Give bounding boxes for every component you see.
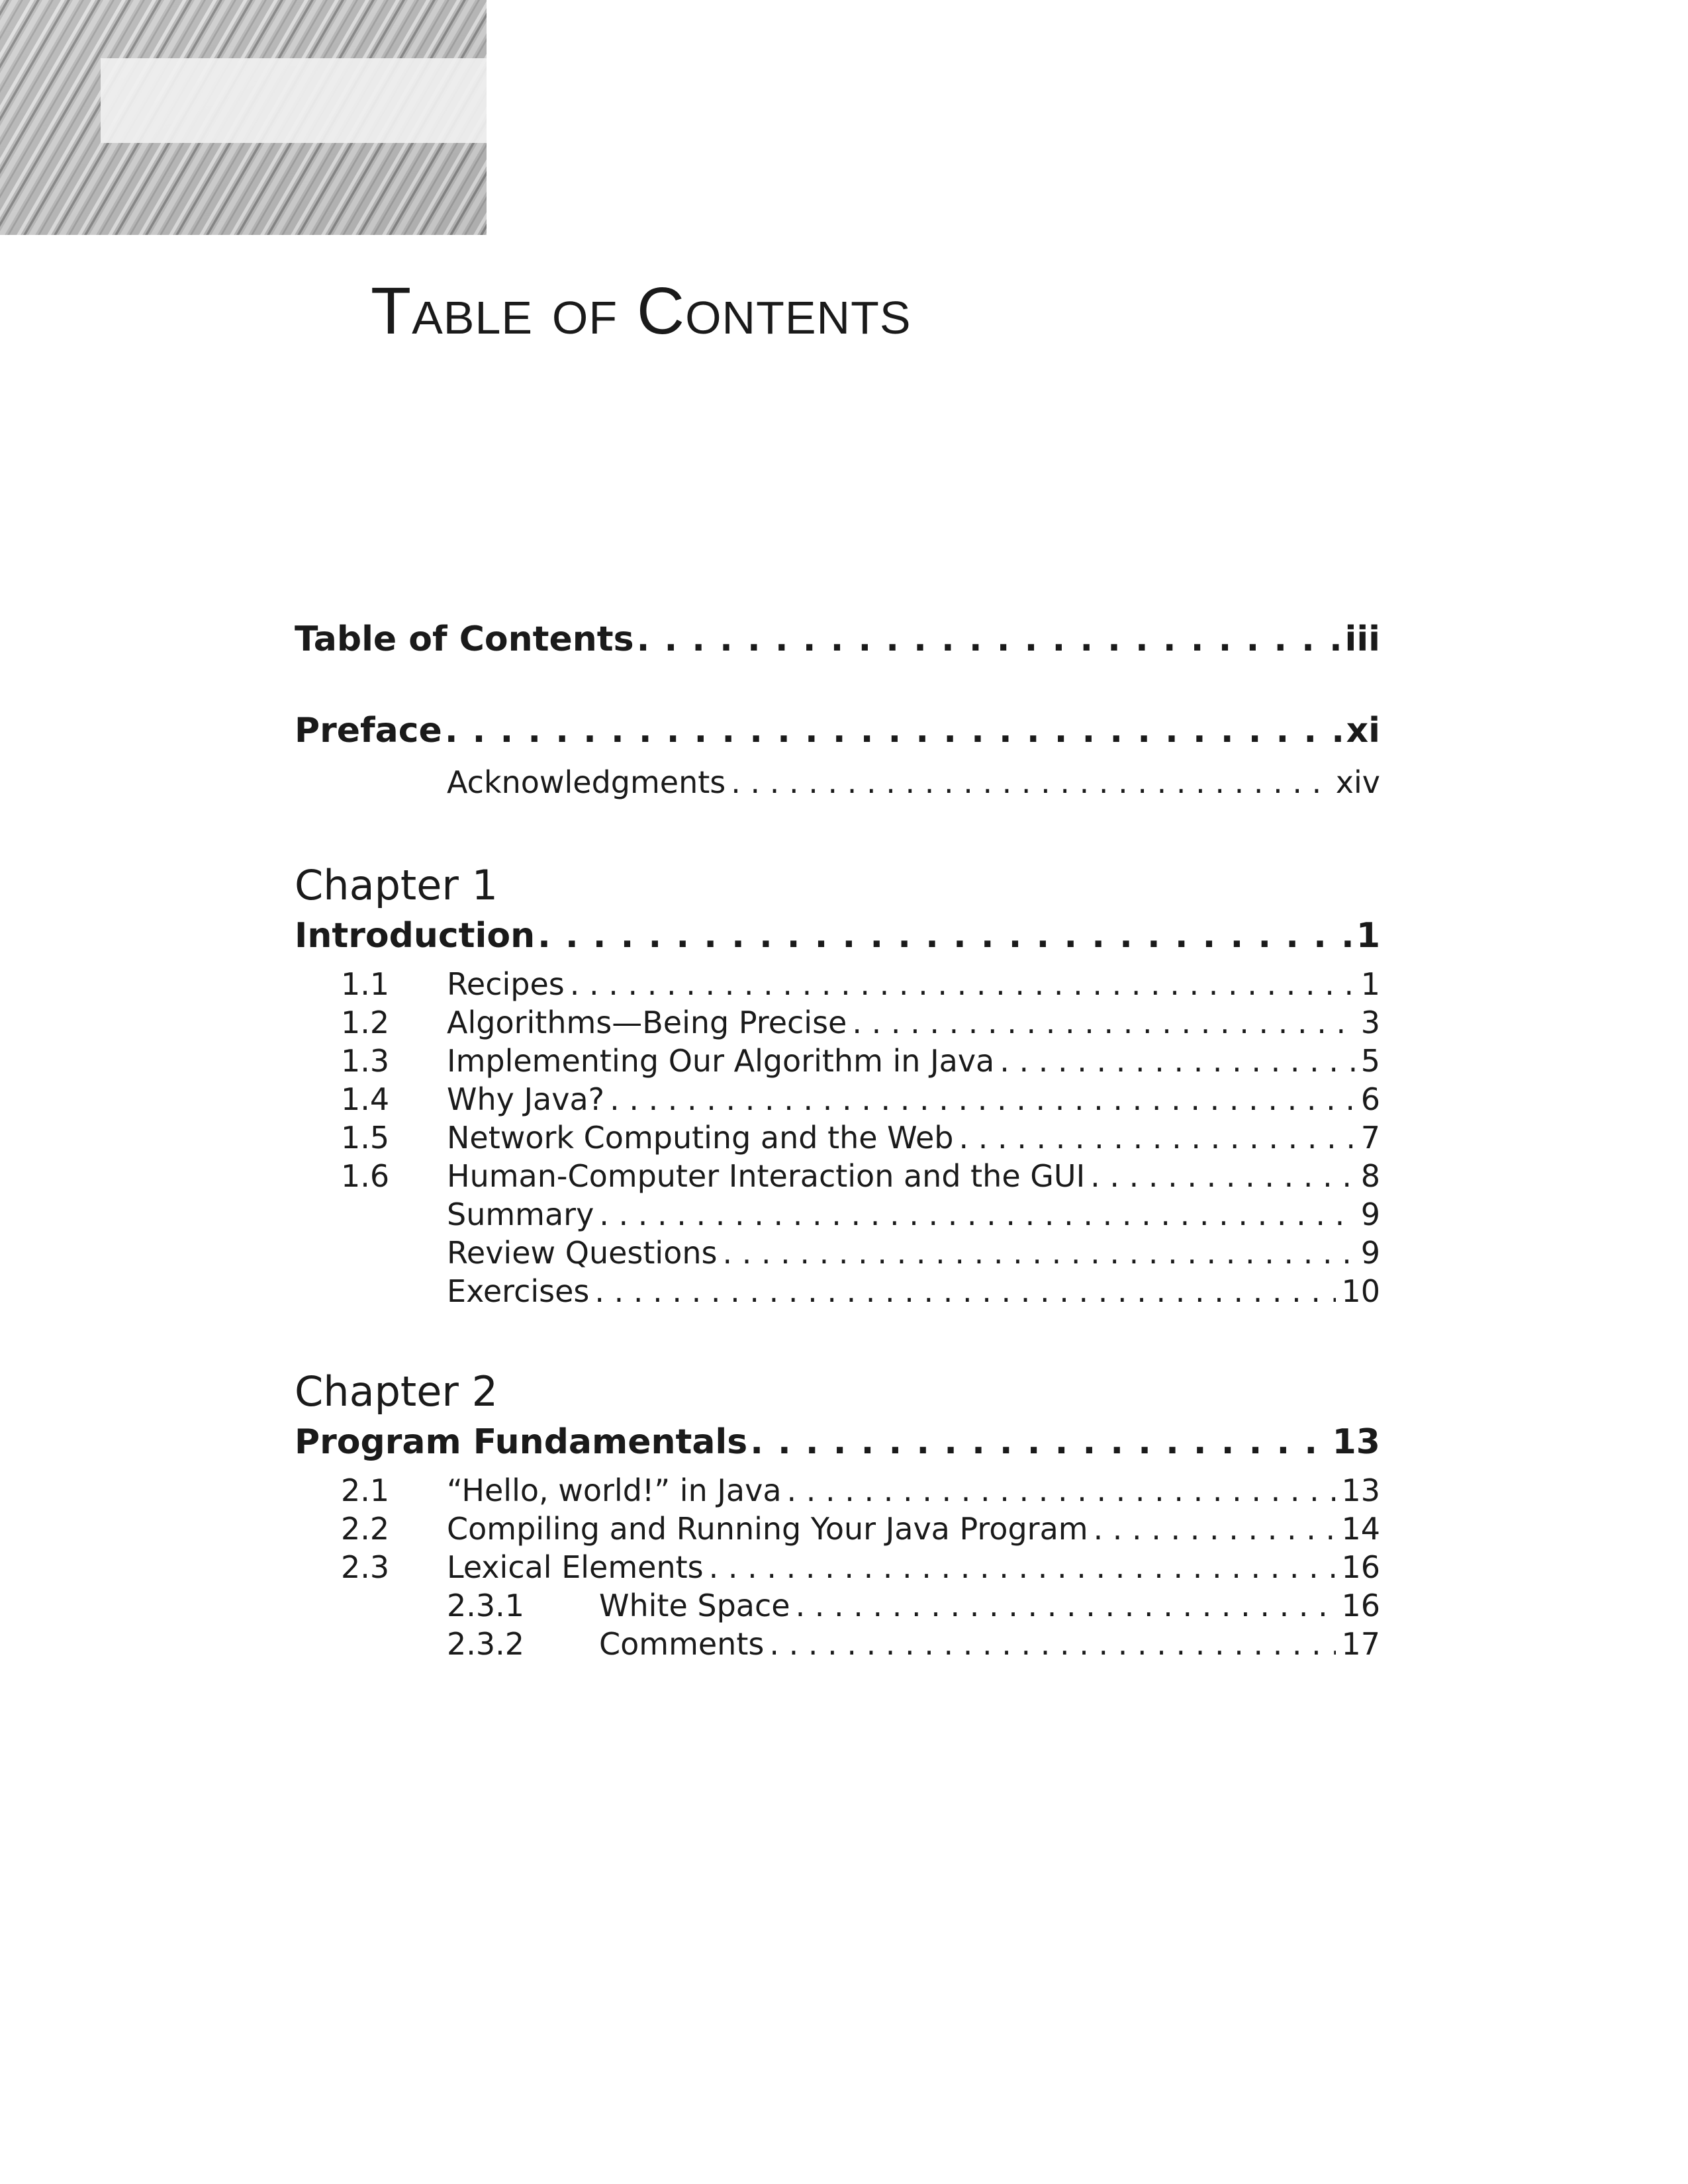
- dot-leader: [599, 1195, 1355, 1234]
- dot-leader: [959, 1118, 1355, 1157]
- entry-title: Table of Contents: [295, 619, 634, 659]
- entry-title: Why Java?: [447, 1081, 605, 1117]
- entry-title: Human-Computer Interaction and the GUI: [447, 1158, 1086, 1194]
- chapter-label: Chapter 2: [295, 1367, 498, 1416]
- subsection-number: 2.3.2: [447, 1626, 525, 1662]
- entry-title: Review Questions: [447, 1235, 718, 1271]
- section-number: 2.2: [341, 1511, 390, 1547]
- entry-page: 8: [1360, 1158, 1380, 1194]
- entry-page: 9: [1360, 1235, 1380, 1271]
- entry-title: Preface: [295, 711, 442, 751]
- toc-entry-summary[interactable]: [295, 1195, 1380, 1234]
- dot-leader: [796, 1586, 1336, 1625]
- entry-page: xi: [1346, 711, 1380, 751]
- entry-page: 14: [1341, 1511, 1380, 1547]
- entry-page: 5: [1360, 1043, 1380, 1079]
- toc-entry-section[interactable]: [295, 1471, 1380, 1510]
- entry-title: Implementing Our Algorithm in Java: [447, 1043, 995, 1079]
- entry-title: Acknowledgments: [447, 764, 726, 800]
- toc-entry-review-questions[interactable]: [295, 1234, 1380, 1272]
- entry-title: Recipes: [447, 966, 565, 1002]
- dot-leader: [722, 1234, 1355, 1272]
- entry-title: White Space: [599, 1588, 790, 1623]
- entry-page: 13: [1332, 1422, 1380, 1462]
- entry-page: 10: [1341, 1273, 1380, 1309]
- dot-leader: [769, 1625, 1336, 1663]
- toc-entry-subsection[interactable]: [295, 1586, 1380, 1625]
- toc-entry-chapter-title[interactable]: [295, 915, 1380, 956]
- dot-leader: [1094, 1510, 1336, 1548]
- toc-entry-subsection[interactable]: [295, 1625, 1380, 1663]
- entry-page: 3: [1360, 1005, 1380, 1040]
- entry-page: 13: [1341, 1473, 1380, 1508]
- section-number: 1.2: [341, 1005, 390, 1040]
- toc-entry-section[interactable]: [295, 1157, 1380, 1195]
- page-title: Table of Contents: [371, 274, 912, 348]
- entry-page: 7: [1360, 1120, 1380, 1156]
- entry-title: Network Computing and the Web: [447, 1120, 954, 1156]
- entry-title: Comments: [599, 1626, 765, 1662]
- entry-title: Algorithms—Being Precise: [447, 1005, 847, 1040]
- dot-leader: [538, 915, 1351, 956]
- toc-entry-section[interactable]: [295, 1080, 1380, 1118]
- section-number: 1.6: [341, 1158, 390, 1194]
- dot-leader: [709, 1548, 1336, 1586]
- toc-entry-section[interactable]: [295, 1548, 1380, 1586]
- dot-leader: [731, 763, 1331, 801]
- entry-page: 1: [1360, 966, 1380, 1002]
- dot-leader: [570, 965, 1356, 1003]
- entry-page: 6: [1360, 1081, 1380, 1117]
- chapter-label: Chapter 1: [295, 861, 498, 909]
- entry-page: 17: [1341, 1626, 1380, 1662]
- entry-title: “Hello, world!” in Java: [447, 1473, 782, 1508]
- section-number: 1.5: [341, 1120, 390, 1156]
- subsection-number: 2.3.1: [447, 1588, 525, 1623]
- dot-leader: [750, 1422, 1327, 1463]
- section-number: 2.1: [341, 1473, 390, 1508]
- toc-entry-section[interactable]: [295, 1042, 1380, 1080]
- dot-leader: [445, 710, 1341, 751]
- toc-entry-chapter-title[interactable]: [295, 1422, 1380, 1463]
- dot-leader: [852, 1003, 1355, 1042]
- entry-page: xiv: [1335, 764, 1380, 800]
- entry-title: Lexical Elements: [447, 1549, 704, 1585]
- toc-entry-exercises[interactable]: [295, 1272, 1380, 1310]
- entry-page: 1: [1356, 916, 1380, 956]
- toc-entry-table-of-contents[interactable]: [295, 619, 1380, 660]
- entry-title: Program Fundamentals: [295, 1422, 748, 1462]
- entry-title: Introduction: [295, 916, 536, 956]
- entry-page: 16: [1341, 1588, 1380, 1623]
- section-number: 1.1: [341, 966, 390, 1002]
- dot-leader: [1000, 1042, 1355, 1080]
- toc-entry-section[interactable]: [295, 1118, 1380, 1157]
- dot-leader: [787, 1471, 1336, 1510]
- dot-leader: [610, 1080, 1356, 1118]
- entry-page: 16: [1341, 1549, 1380, 1585]
- toc-entry-section[interactable]: [295, 1510, 1380, 1548]
- toc-entry-section[interactable]: [295, 1003, 1380, 1042]
- dot-leader: [1090, 1157, 1356, 1195]
- section-number: 2.3: [341, 1549, 390, 1585]
- corner-decoration: [0, 0, 487, 235]
- entry-title: Compiling and Running Your Java Program: [447, 1511, 1088, 1547]
- entry-page: iii: [1344, 619, 1380, 659]
- toc-entry-acknowledgments[interactable]: [295, 763, 1380, 801]
- toc-entry-section[interactable]: [295, 965, 1380, 1003]
- toc-entry-preface[interactable]: [295, 710, 1380, 751]
- entry-page: 9: [1360, 1197, 1380, 1232]
- section-number: 1.4: [341, 1081, 390, 1117]
- dot-leader: [637, 619, 1340, 660]
- entry-title: Exercises: [447, 1273, 590, 1309]
- dot-leader: [594, 1272, 1336, 1310]
- section-number: 1.3: [341, 1043, 390, 1079]
- entry-title: Summary: [447, 1197, 594, 1232]
